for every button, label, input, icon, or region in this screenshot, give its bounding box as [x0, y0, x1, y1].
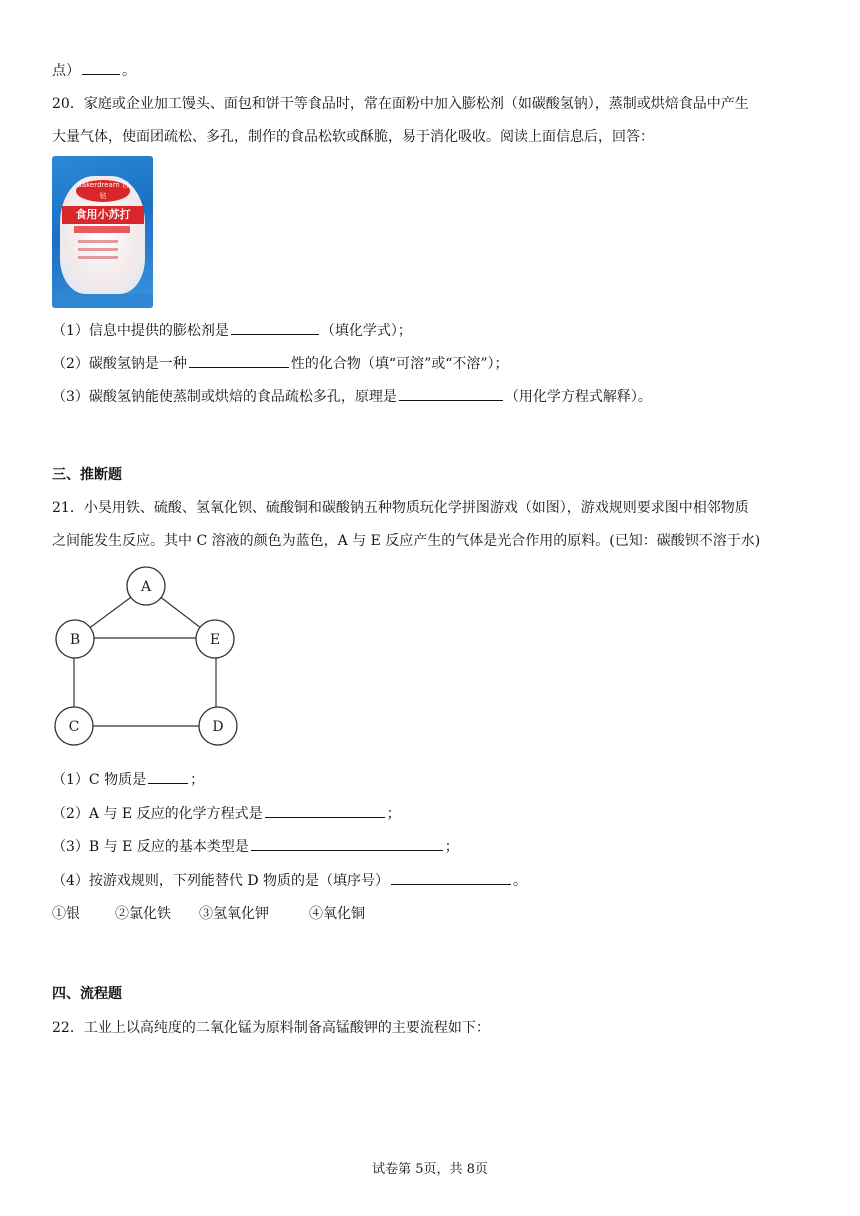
package-brand: Bakerdream 百钻	[77, 181, 129, 200]
q19-blank[interactable]	[82, 60, 120, 75]
baking-soda-package-image	[52, 156, 153, 308]
q20-sub1-text: （1）信息中提供的膨松剂是	[52, 323, 229, 339]
q21-sub1-blank[interactable]	[148, 769, 188, 784]
q21-sub1-suffix: ；	[190, 772, 205, 788]
package-text-line	[78, 256, 118, 259]
q20-stem-line2: 大量气体，使面团疏松、多孔，制作的食品松软或酥脆，易于消化吸收。阅读上面信息后，回答：	[52, 129, 654, 145]
node-c-label: C	[68, 719, 80, 735]
q21-sub4-suffix: 。	[513, 873, 528, 889]
q21-sub2	[52, 803, 401, 824]
q20-sub3-text: （3）碳酸氢钠能使蒸制或烘焙的食品疏松多孔，原理是	[52, 389, 397, 405]
package-text-line	[78, 240, 118, 243]
section-heading-flow: 四、流程题	[52, 986, 122, 1002]
puzzle-diagram	[48, 562, 248, 752]
package-subtitle-bar	[74, 226, 130, 233]
q22-stem-line1: 22．工业上以高纯度的二氧化锰为原料制备高锰酸钾的主要流程如下：	[52, 1020, 490, 1036]
package-footer	[52, 294, 153, 308]
q21-sub1	[52, 769, 204, 790]
q20-sub3-suffix: （用化学方程式解释）。	[504, 389, 652, 405]
option-1: ①银	[52, 906, 80, 922]
q20-sub2	[52, 353, 509, 374]
q20-sub2-blank[interactable]	[189, 353, 289, 368]
package-name: 食用小苏打	[62, 206, 144, 224]
option-4: ④氧化铜	[309, 906, 365, 922]
q21-sub2-blank[interactable]	[265, 803, 385, 818]
q20-sub1-suffix: （填化学式）；	[320, 323, 412, 339]
q21-sub1-text: （1）C 物质是	[52, 772, 147, 788]
q20-sub2-text: （2）碳酸氢钠是一种	[52, 356, 187, 372]
q21-sub3-blank[interactable]	[251, 836, 443, 851]
q20-sub3	[52, 386, 652, 407]
node-d-label: D	[212, 719, 224, 735]
q21-sub4-text: （4）按游戏规则，下列能替代 D 物质的是（填序号）	[52, 873, 390, 889]
q21-sub2-text: （2）A 与 E 反应的化学方程式是	[52, 806, 263, 822]
q21-options	[52, 904, 365, 924]
q21-stem-line2: 之间能发生反应。其中 C 溶液的颜色为蓝色，A 与 E 反应产生的气体是光合作用的原料。(已知：碳酸钡不溶于水)	[52, 533, 761, 549]
option-3: ③氢氧化钾	[199, 906, 269, 922]
q20-sub3-blank[interactable]	[399, 386, 503, 401]
q21-sub4	[52, 870, 527, 891]
q21-sub3-text: （3）B 与 E 反应的基本类型是	[52, 839, 249, 855]
q19-tail-text: 点）	[52, 63, 80, 79]
q20-stem-line1: 20．家庭或企业加工馒头、面包和饼干等食品时，常在面粉中加入膨松剂（如碳酸氢钠），蒸制或烘焙食品中产生	[52, 96, 749, 112]
q21-sub4-blank[interactable]	[391, 870, 511, 885]
q20-sub1	[52, 320, 412, 341]
q19-tail-line	[52, 60, 136, 81]
section-heading-inference: 三、推断题	[52, 467, 122, 483]
package-text-line	[78, 248, 118, 251]
q19-tail-end: 。	[122, 63, 136, 79]
q20-sub2-suffix: 性的化合物（填“可溶”或“不溶”）；	[290, 356, 509, 372]
q21-sub2-suffix: ；	[386, 806, 401, 822]
node-a-label: A	[140, 579, 152, 595]
node-e-label: E	[209, 632, 221, 648]
option-2: ②氯化铁	[115, 906, 171, 922]
q21-stem-line1: 21．小昊用铁、硫酸、氢氧化钡、硫酸铜和碳酸钠五种物质玩化学拼图游戏（如图），游戏规则要求图中相邻物质	[52, 500, 749, 516]
q21-sub3-suffix: ；	[444, 839, 459, 855]
page-footer: 试卷第 5页，共 8页	[372, 1162, 488, 1177]
node-b-label: B	[69, 632, 81, 648]
q21-sub3	[52, 836, 459, 857]
q20-sub1-blank[interactable]	[231, 320, 319, 335]
